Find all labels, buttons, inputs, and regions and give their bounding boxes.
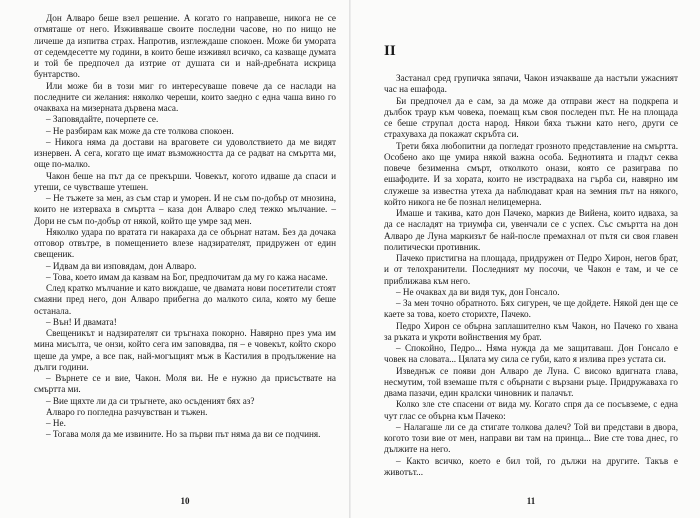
dialogue-line: – Не разбирам как може да сте толкова спокоен. [46, 125, 234, 136]
paragraph: Имаше и такива, като дон Пачеко, маркиз де Вийена, които идваха, за да се насладят на триумфа си, увенчали се с успех. Със смъртта на дон Алваро де Луна маркизът бе най-после премахнал от пътя си своя главен политически противник. [384, 208, 678, 252]
paragraph: Колко зле сте спасени от вида му. Когато спря да се посъвземе, с една чут глас се обърна към Пачеко: [384, 399, 678, 421]
paragraph: Свещеникът и надзирателят си тръгнаха покорно. Навярно през ума им мина мисълта, че онзи, който сега им заповядва, пя – е човекът, който скоро щеше да умре, а все пак, най-могъщият мъж в Кастилия в продължение на дълги години. [34, 328, 336, 372]
paragraph: Застанал сред групичка зяпачи, Чакон изчакваше да настъпи ужасният час на ешафода. [384, 73, 678, 95]
dialogue-line: – Спокойно, Педро... Няма нужда да ме защитаваш. Дон Гонсало е човек на словата... Цялата му сила се губи, като я излива през устата си. [384, 343, 678, 365]
dialogue-line: – Заповядайте, почерпете се. [46, 114, 159, 125]
dialogue-line: – За мен точно обратното. Бях сигурен, че ще дойдете. Някой ден ще се каете за това, което сторихте, Пачеко. [384, 298, 678, 320]
paragraph: Трети бяха любопитни да погледат грозното представление на смъртта. Особено ако ще умира някой важна особа. Беднотията и гладът секва повече безименна смърт, отколкото онази, която се разиграва по ешафодите. И за хората, които не изстрадваха на гърба си, навярно им служеше за известна утеха да наблюдават края на земния път на някого, който никога не бе познал нелицемерна. [384, 140, 678, 207]
dialogue-line: – Вън! И двамата! [46, 316, 117, 327]
dialogue-line: – Тогава моля да ме извините. Но за първи път няма да ви се подчиня. [46, 429, 321, 440]
dialogue-line: – Не тъжете за мен, аз съм стар и уморен. И не съм по-добър от мнозина, които не изтерваха в смъртта – каза дон Алваро след тежко мълчание. – Дори не съм по-добър от някой, който ще умре зад мен. [34, 193, 336, 226]
paragraph: Или може би в този миг го интересуваше повече да се наслади на последните си желания: няколко череши, които заедно с една чаша вино го очакваха на мизерната дървена маса. [34, 80, 336, 113]
chapter-heading: II [384, 43, 396, 59]
paragraph: Дон Алваро беше взел решение. А когато го направеше, никога не се отмяташе от него. Изживяваше своите последни часове, но по нищо не личеше да изпитва страх. Напротив, изглеждаше спокоен. Може би умората от седемдесетте му години, в които беше изживял всичко, са казваще думата и той бе предпочел да изтрие от душата си и най-дребната искрица бунтарство. [34, 13, 336, 80]
dialogue-line: – Върнете се и вие, Чакон. Моля ви. Не е нужно да присъствате на смъртта ми. [34, 373, 336, 395]
page-number: 11 [526, 496, 536, 506]
paragraph: Изведнъж се появи дон Алваро де Луна. С високо вдигната глава, несмутим, той вземаше пътя с обърнати с вързани ръце. Придружаваха го двама пазачи, един кралски чиновник и палачът. [384, 365, 678, 398]
paragraph: Би предпочел да е сам, за да може да отправи жест на подкрепа и дълбок траур към човека, поемащ към своя последен път. Не на площада се беше струпал доста народ. Някои бяха тъжни като него, други се страхуваха да покажат скръбта си. [384, 95, 678, 140]
dialogue-line: – Не. [46, 418, 66, 428]
dialogue-line: – Не очаквах да ви видя тук, дон Гонсало. [396, 286, 560, 297]
paragraph: Педро Хирон се обърна заплашително към Чакон, но Пачеко го хвана за ръката и укроти войнствения му брат. [384, 320, 678, 342]
dialogue-line: – Никога няма да достави на враговете си удоволствието да ме видят изнервен. А сега, когато ще имат възможността да се радват на смъртта ми, още по-малко. [34, 136, 336, 170]
page-number: 10 [180, 496, 190, 506]
paragraph: Алваро го погледна разчувстван и тъжен. [46, 406, 208, 417]
paragraph: Чакон беше на път да се прекърши. Човекът, когото идваше да спаси и утеши, се чувстваше утешен. [34, 170, 336, 192]
paragraph: Няколко удара по вратата ги накараха да се обърнат натам. Без да дочака отговор отвътре, в помещението влезе надзирателят, придружен от един свещеник. [34, 226, 336, 260]
dialogue-line: – Идвам да ви изповядам, дон Алваро. [46, 260, 197, 271]
right-page [350, 0, 700, 518]
dialogue-line: – Както всичко, което е бил той, го дължи на другите. Такъв е животът... [384, 455, 678, 477]
paragraph: След кратко мълчание и като виждаше, че двамата нови посетители стоят смаяни пред него, дон Алваро прибегна до малкото сила, която му беше останала. [34, 283, 336, 316]
dialogue-line: – Вие щяхте ли да си тръгнете, ако осъденият бях аз? [46, 395, 255, 406]
left-page-text [34, 13, 336, 441]
dialogue-line: – Налагаше ли се да стигате толкова далеч? Той ви представи в двора, когото този вие от мен, направи ви там на принца... Вие сте това днес, го дължите на него. [384, 421, 678, 455]
paragraph: Пачеко пристигна на площада, придружен от Педро Хирон, негов брат, и от телохранители. Последният му посочи, че Чакон е там, и че се приближава към него. [384, 253, 678, 286]
dialogue-line: – Това, което имам да казвам на Бог, предпочитам да му го кажа насаме. [46, 271, 328, 282]
right-page-text [384, 73, 678, 478]
